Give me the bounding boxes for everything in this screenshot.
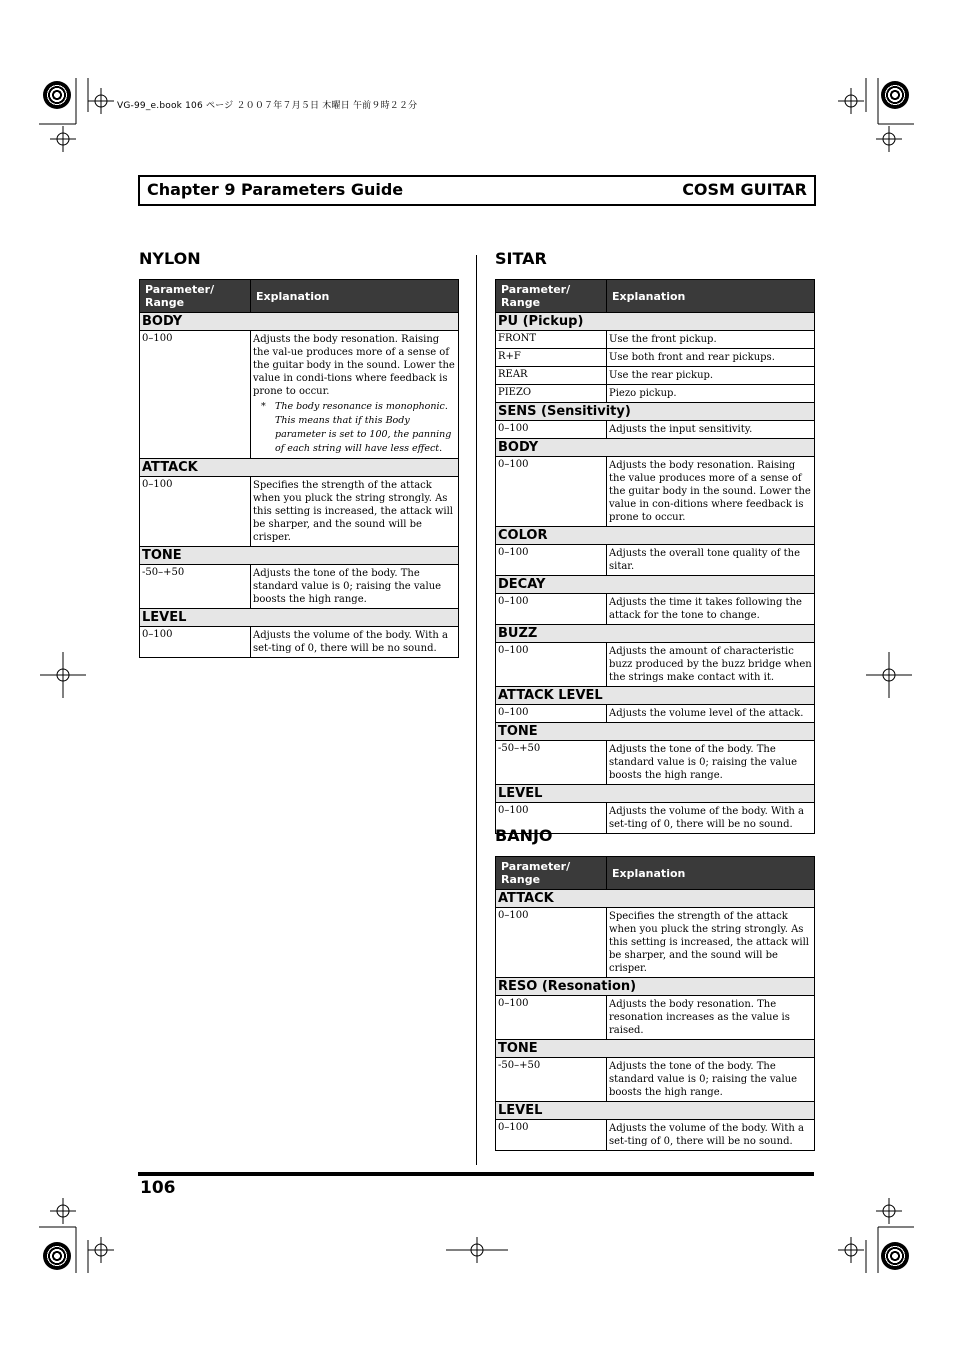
chapter-title: Chapter 9 Parameters Guide [147, 180, 404, 199]
group-row [496, 1102, 815, 1120]
note-star: * [261, 401, 266, 412]
group-row [496, 313, 815, 331]
range-cell: 0–100 [496, 643, 607, 687]
explanation-cell [607, 803, 815, 834]
explanation-text: Specifies the strength of the attack when you pluck the string strongly. As this setting is increased, the attack will be sharper, and the sound will be crisper. [253, 480, 453, 543]
parameter-name: TONE [140, 547, 459, 565]
sitar-table [495, 279, 815, 834]
explanation-text: Adjusts the tone of the body. The standard value is 0; raising the value boosts the high range. [609, 1061, 798, 1098]
group-row [496, 527, 815, 545]
explanation-text: Adjusts the input sensitivity. [609, 424, 753, 435]
range-cell: 0–100 [496, 803, 607, 834]
table-row [496, 594, 815, 625]
table-row [140, 565, 459, 609]
group-row [496, 439, 815, 457]
parameter-name: ATTACK [140, 459, 459, 477]
range-cell: 0–100 [496, 908, 607, 978]
sitar-title: SITAR [495, 249, 547, 268]
explanation-cell [607, 908, 815, 978]
explanation-text: Adjusts the overall tone quality of the sitar. [609, 548, 800, 572]
table-row [496, 1058, 815, 1102]
range-cell: 0–100 [496, 545, 607, 576]
parameter-name: TONE [496, 723, 815, 741]
page-number: 106 [140, 1178, 176, 1198]
explanation-cell [607, 643, 815, 687]
group-row [496, 687, 815, 705]
table-row [496, 908, 815, 978]
banjo-title: BANJO [495, 826, 553, 845]
parameter-name: LEVEL [496, 1102, 815, 1120]
range-cell: 0–100 [496, 705, 607, 723]
group-row [496, 1040, 815, 1058]
group-row [496, 890, 815, 908]
explanation-cell [607, 705, 815, 723]
table-row [140, 477, 459, 547]
header-explanation: Explanation [251, 280, 459, 313]
explanation-cell [607, 457, 815, 527]
header-explanation: Explanation [607, 857, 815, 890]
section-title: COSM GUITAR [682, 180, 807, 199]
explanation-text: Piezo pickup. [609, 388, 677, 399]
note-text: The body resonance is monophonic. This means that if this Body parameter is set to 100, the panning of each string will have less effect. [275, 401, 452, 454]
parameter-name: BUZZ [496, 625, 815, 643]
range-cell: 0–100 [496, 457, 607, 527]
range-cell: 0–100 [496, 421, 607, 439]
table-row [496, 705, 815, 723]
explanation-text: Adjusts the volume of the body. With a set-ting of 0, there will be no sound. [253, 630, 448, 654]
nylon-table [139, 279, 459, 658]
table-row [496, 349, 815, 367]
table-row [496, 367, 815, 385]
parameter-name: ATTACK [496, 890, 815, 908]
explanation-text: Adjusts the amount of characteristic buzz produced by the buzz bridge when the strings make contact with it. [609, 646, 812, 683]
table-row [496, 545, 815, 576]
group-row [496, 576, 815, 594]
parameter-name: ATTACK LEVEL [496, 687, 815, 705]
range-cell: R+F [496, 349, 607, 367]
range-cell: FRONT [496, 331, 607, 349]
parameter-name: RESO (Resonation) [496, 978, 815, 996]
explanation-cell [251, 565, 459, 609]
range-cell: 0–100 [496, 996, 607, 1040]
table-row [496, 331, 815, 349]
explanation-cell [607, 349, 815, 367]
print-file-info: VG-99_e.book 106 ページ ２００７年７月５日 木曜日 午前９時２２分 [117, 101, 418, 111]
group-row [496, 723, 815, 741]
chapter-header [138, 175, 816, 206]
parameter-name: PU (Pickup) [496, 313, 815, 331]
banjo-table [495, 856, 815, 1151]
parameter-name: DECAY [496, 576, 815, 594]
range-cell: -50–+50 [496, 1058, 607, 1102]
explanation-text: Specifies the strength of the attack when you pluck the string strongly. As this setting is increased, the attack will be sharper, and the sound will be crisper. [609, 911, 809, 974]
explanation-cell [251, 477, 459, 547]
explanation-cell [607, 385, 815, 403]
explanation-text: Adjusts the body resonation. Raising the val-ue produces more of a sense of the guitar body in the sound. Lower the value in condi-tions where feedback is prone to occur. [253, 334, 455, 397]
range-cell: -50–+50 [496, 741, 607, 785]
parameter-name: COLOR [496, 527, 815, 545]
group-row [496, 403, 815, 421]
explanation-cell [607, 545, 815, 576]
nylon-title: NYLON [139, 249, 201, 268]
parameter-name: SENS (Sensitivity) [496, 403, 815, 421]
parameter-name: TONE [496, 1040, 815, 1058]
explanation-cell [607, 331, 815, 349]
parameter-name: LEVEL [140, 609, 459, 627]
column-divider [476, 255, 477, 1165]
table-row [496, 421, 815, 439]
range-cell: REAR [496, 367, 607, 385]
explanation-text: Adjusts the volume of the body. With a set-ting of 0, there will be no sound. [609, 806, 804, 830]
range-cell: -50–+50 [140, 565, 251, 609]
group-row [140, 609, 459, 627]
explanation-text: Adjusts the time it takes following the attack for the tone to change. [609, 597, 802, 621]
table-row [496, 457, 815, 527]
range-cell: 0–100 [140, 331, 251, 459]
explanation-cell [607, 996, 815, 1040]
group-row [140, 547, 459, 565]
explanation-text: Adjusts the volume level of the attack. [609, 708, 804, 719]
explanation-text: Adjusts the tone of the body. The standard value is 0; raising the value boosts the high range. [253, 568, 442, 605]
group-row [140, 459, 459, 477]
header-param-range: Parameter/ Range [140, 280, 251, 313]
explanation-cell [607, 1120, 815, 1151]
header-param-range: Parameter/ Range [496, 280, 607, 313]
explanation-cell [251, 627, 459, 658]
explanation-text: Adjusts the volume of the body. With a set-ting of 0, there will be no sound. [609, 1123, 804, 1147]
explanation-cell [607, 367, 815, 385]
explanation-text: Adjusts the body resonation. The resonation increases as the value is raised. [609, 999, 790, 1036]
table-row [496, 643, 815, 687]
group-row [496, 785, 815, 803]
explanation-text: Use the rear pickup. [609, 370, 714, 381]
range-cell: 0–100 [496, 1120, 607, 1151]
explanation-cell [251, 331, 459, 459]
table-row [140, 627, 459, 658]
header-param-range: Parameter/ Range [496, 857, 607, 890]
explanation-text: Use the front pickup. [609, 334, 717, 345]
explanation-text: Adjusts the tone of the body. The standard value is 0; raising the value boosts the high range. [609, 744, 798, 781]
explanation-text: Use both front and rear pickups. [609, 352, 775, 363]
group-row [496, 625, 815, 643]
explanation-cell [607, 1058, 815, 1102]
table-header-row [140, 280, 459, 313]
range-cell: PIEZO [496, 385, 607, 403]
table-row [140, 331, 459, 459]
footer-rule [138, 1172, 814, 1176]
group-row [140, 313, 459, 331]
table-row [496, 741, 815, 785]
range-cell: 0–100 [140, 477, 251, 547]
range-cell: 0–100 [496, 594, 607, 625]
parameter-name: BODY [140, 313, 459, 331]
table-row [496, 1120, 815, 1151]
explanation-text: Adjusts the body resonation. Raising the value produces more of a sense of the guitar body in the sound. Lower the value in con-ditions where feedback is prone to occur. [609, 460, 811, 523]
explanation-cell [607, 741, 815, 785]
parameter-name: LEVEL [496, 785, 815, 803]
explanation-cell [607, 594, 815, 625]
group-row [496, 978, 815, 996]
explanation-cell [607, 421, 815, 439]
note [253, 400, 456, 456]
header-explanation: Explanation [607, 280, 815, 313]
table-row [496, 385, 815, 403]
table-header-row [496, 857, 815, 890]
table-row [496, 996, 815, 1040]
parameter-name: BODY [496, 439, 815, 457]
table-header-row [496, 280, 815, 313]
range-cell: 0–100 [140, 627, 251, 658]
